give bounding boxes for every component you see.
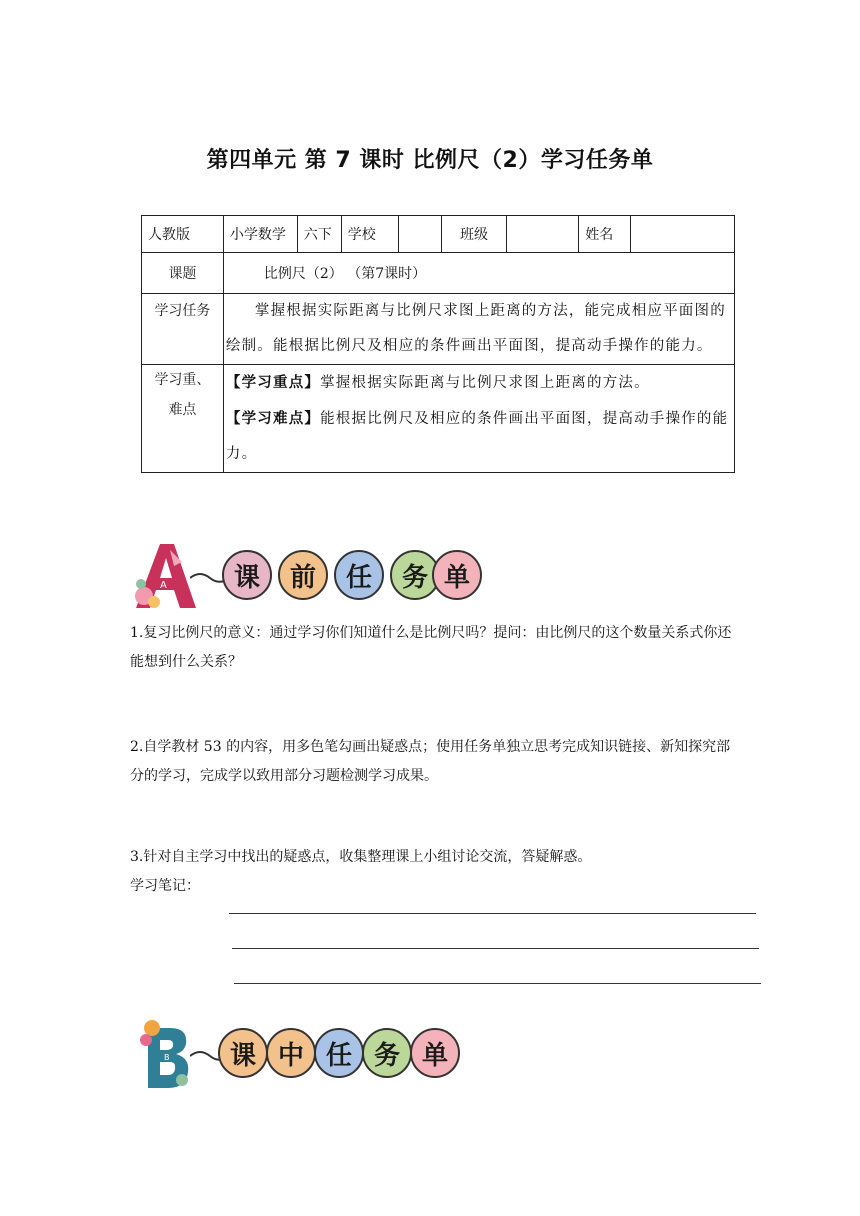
topic-row bbox=[142, 253, 735, 294]
banner-a-char-3: 任 bbox=[334, 550, 384, 600]
item-1: 1.复习比例尺的意义：通过学习你们知道什么是比例尺吗？提问：由比例尺的这个数量关系式你还能想到什么关系？ bbox=[130, 625, 732, 670]
name-field[interactable] bbox=[631, 216, 735, 253]
pre-class-banner bbox=[130, 540, 510, 610]
banner-b-char-2: 中 bbox=[266, 1028, 316, 1078]
key-point-tag: 【学习重点】 bbox=[225, 374, 321, 391]
edition-cell: 人教版 bbox=[142, 216, 224, 253]
notes-line-2[interactable] bbox=[232, 948, 759, 949]
task-row bbox=[142, 294, 735, 365]
task-text: 掌握根据实际距离与比例尺求图上距离的方法，能完成相应平面图的绘制。能根据比例尺及相应的条件画出平面图，提高动手操作的能力。 bbox=[225, 303, 726, 354]
banner-a-letter: A bbox=[160, 580, 167, 591]
name-label: 姓名 bbox=[579, 216, 631, 253]
focus-row bbox=[142, 365, 735, 473]
banner-b-char-5: 单 bbox=[410, 1028, 460, 1078]
difficulty-tag: 【学习难点】 bbox=[225, 410, 321, 427]
banner-a-char-5: 单 bbox=[432, 550, 482, 600]
grade-cell: 六下 bbox=[297, 216, 341, 253]
topic-value: 比例尺（2） （第7课时） bbox=[223, 253, 734, 294]
school-label: 学校 bbox=[341, 216, 398, 253]
class-label: 班级 bbox=[441, 216, 507, 253]
focus-label: 学习重、难点 bbox=[142, 365, 224, 473]
page-title: 第四单元 第 7 课时 比例尺（2）学习任务单 bbox=[206, 148, 654, 173]
notes-line-1[interactable] bbox=[229, 913, 756, 914]
banner-a-char-2: 前 bbox=[278, 550, 328, 600]
key-point-text: 掌握根据实际距离与比例尺求图上距离的方法。 bbox=[320, 375, 650, 391]
item-2: 2.自学教材 53 的内容，用多色笔勾画出疑惑点；使用任务单独立思考完成知识链接、新知探究部分的学习，完成学以致用部分习题检测学习成果。 bbox=[130, 739, 731, 784]
banner-b-char-1: 课 bbox=[218, 1028, 268, 1078]
subject-cell: 小学数学 bbox=[223, 216, 297, 253]
info-table bbox=[141, 215, 735, 473]
header-row bbox=[142, 216, 735, 253]
banner-a-char-1: 课 bbox=[222, 550, 272, 600]
banner-a-char-4: 务 bbox=[390, 550, 440, 600]
topic-label: 课题 bbox=[142, 253, 224, 294]
difficulty-text: 能根据比例尺及相应的条件画出平面图，提高动手操作的能力。 bbox=[225, 411, 729, 462]
notes-label: 学习笔记： bbox=[130, 878, 200, 894]
banner-b-char-3: 任 bbox=[314, 1028, 364, 1078]
class-field[interactable] bbox=[507, 216, 579, 253]
notes-line-3[interactable] bbox=[234, 983, 761, 984]
in-class-banner bbox=[130, 1018, 510, 1088]
banner-b-letter: B bbox=[164, 1053, 170, 1062]
school-field[interactable] bbox=[398, 216, 441, 253]
item-3: 3.针对自主学习中找出的疑惑点，收集整理课上小组讨论交流，答疑解惑。 bbox=[130, 849, 592, 865]
banner-b-char-4: 务 bbox=[362, 1028, 412, 1078]
task-label: 学习任务 bbox=[142, 294, 224, 365]
